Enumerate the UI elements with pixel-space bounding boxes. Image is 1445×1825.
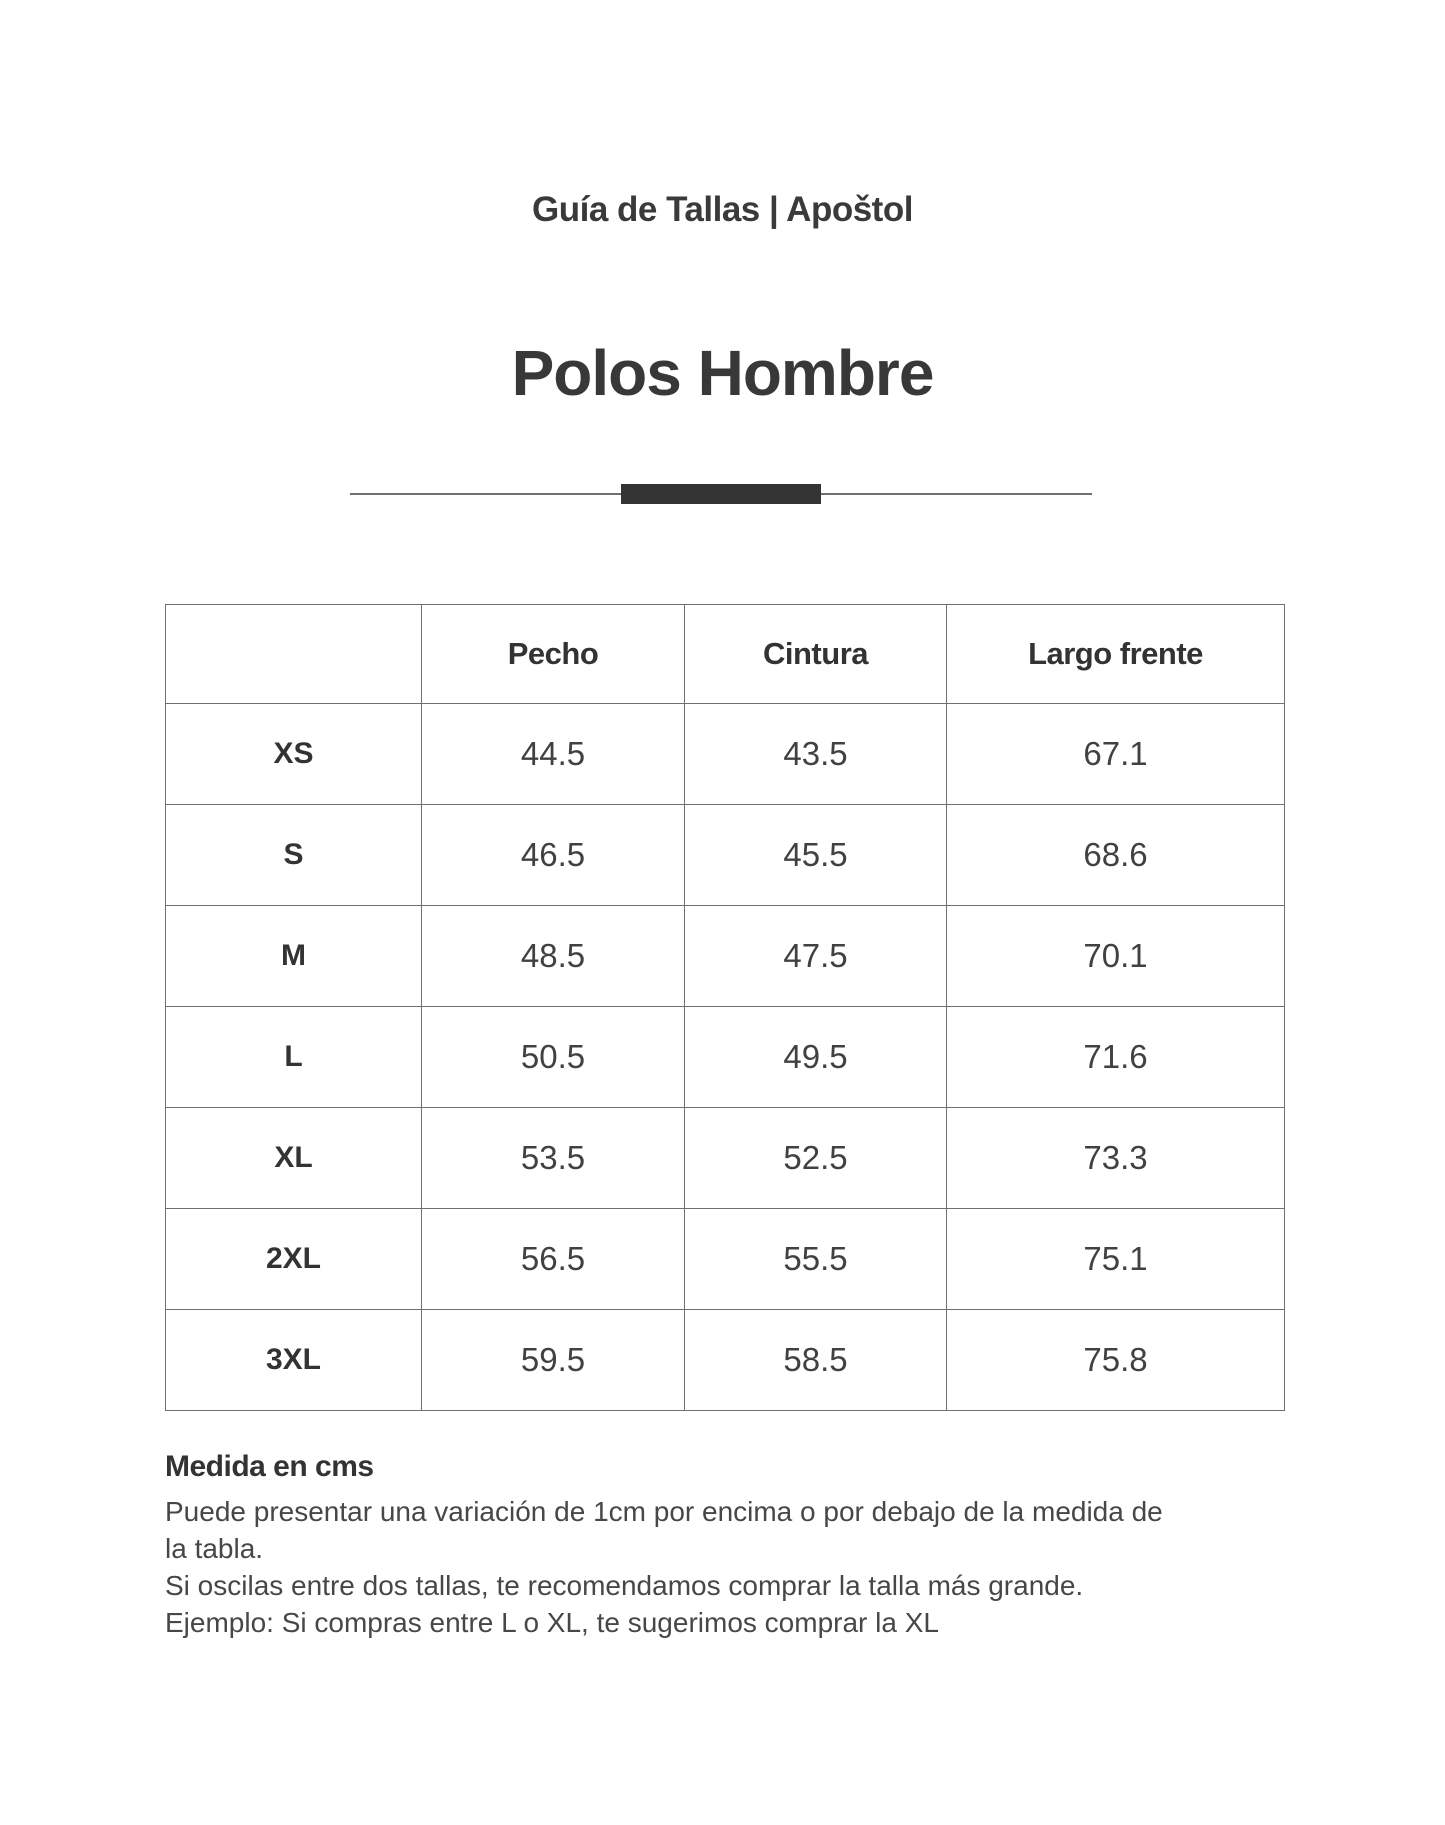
note-line: Si oscilas entre dos tallas, te recomendamos comprar la talla más grande. <box>165 1570 1084 1601</box>
cell-cintura: 45.5 <box>685 805 947 906</box>
size-label: 2XL <box>166 1209 422 1310</box>
cell-cintura: 52.5 <box>685 1108 947 1209</box>
cell-largo-frente: 68.6 <box>947 805 1285 906</box>
cell-pecho: 46.5 <box>422 805 685 906</box>
column-header-largo-frente: Largo frente <box>947 605 1285 704</box>
column-header-pecho: Pecho <box>422 605 685 704</box>
cell-largo-frente: 70.1 <box>947 906 1285 1007</box>
cell-largo-frente: 75.8 <box>947 1310 1285 1411</box>
table-row <box>166 1108 1285 1209</box>
cell-pecho: 59.5 <box>422 1310 685 1411</box>
column-header-cintura: Cintura <box>685 605 947 704</box>
size-label: XL <box>166 1108 422 1209</box>
page-title: Polos Hombre <box>511 337 934 409</box>
notes-heading: Medida en cms <box>165 1450 374 1483</box>
table-row <box>166 1007 1285 1108</box>
cell-pecho: 44.5 <box>422 704 685 805</box>
size-label: XS <box>166 704 422 805</box>
cell-pecho: 53.5 <box>422 1108 685 1209</box>
cell-largo-frente: 75.1 <box>947 1209 1285 1310</box>
table-row <box>166 704 1285 805</box>
cell-pecho: 50.5 <box>422 1007 685 1108</box>
cell-pecho: 56.5 <box>422 1209 685 1310</box>
size-table <box>165 604 1285 1411</box>
table-row <box>166 1209 1285 1310</box>
note-line: Puede presentar una variación de 1cm por encima o por debajo de la medida de <box>165 1496 1163 1527</box>
cell-largo-frente: 73.3 <box>947 1108 1285 1209</box>
size-label: L <box>166 1007 422 1108</box>
divider-accent-bar <box>621 484 821 504</box>
table-row <box>166 805 1285 906</box>
cell-pecho: 48.5 <box>422 906 685 1007</box>
cell-cintura: 55.5 <box>685 1209 947 1310</box>
cell-cintura: 47.5 <box>685 906 947 1007</box>
table-header-row <box>166 605 1285 704</box>
cell-cintura: 43.5 <box>685 704 947 805</box>
corner-cell <box>166 605 422 704</box>
note-line: Ejemplo: Si compras entre L o XL, te sugerimos comprar la XL <box>165 1607 939 1638</box>
size-label: M <box>166 906 422 1007</box>
measurement-notes <box>165 1450 1185 1641</box>
size-guide-eyebrow: Guía de Tallas | Apoštol <box>532 190 913 229</box>
cell-cintura: 58.5 <box>685 1310 947 1411</box>
size-label: 3XL <box>166 1310 422 1411</box>
size-table-container <box>165 604 1285 1411</box>
cell-cintura: 49.5 <box>685 1007 947 1108</box>
cell-largo-frente: 67.1 <box>947 704 1285 805</box>
size-label: S <box>166 805 422 906</box>
title-divider <box>350 484 1092 504</box>
note-line: la tabla. <box>165 1533 264 1564</box>
table-row <box>166 1310 1285 1411</box>
cell-largo-frente: 71.6 <box>947 1007 1285 1108</box>
table-row <box>166 906 1285 1007</box>
